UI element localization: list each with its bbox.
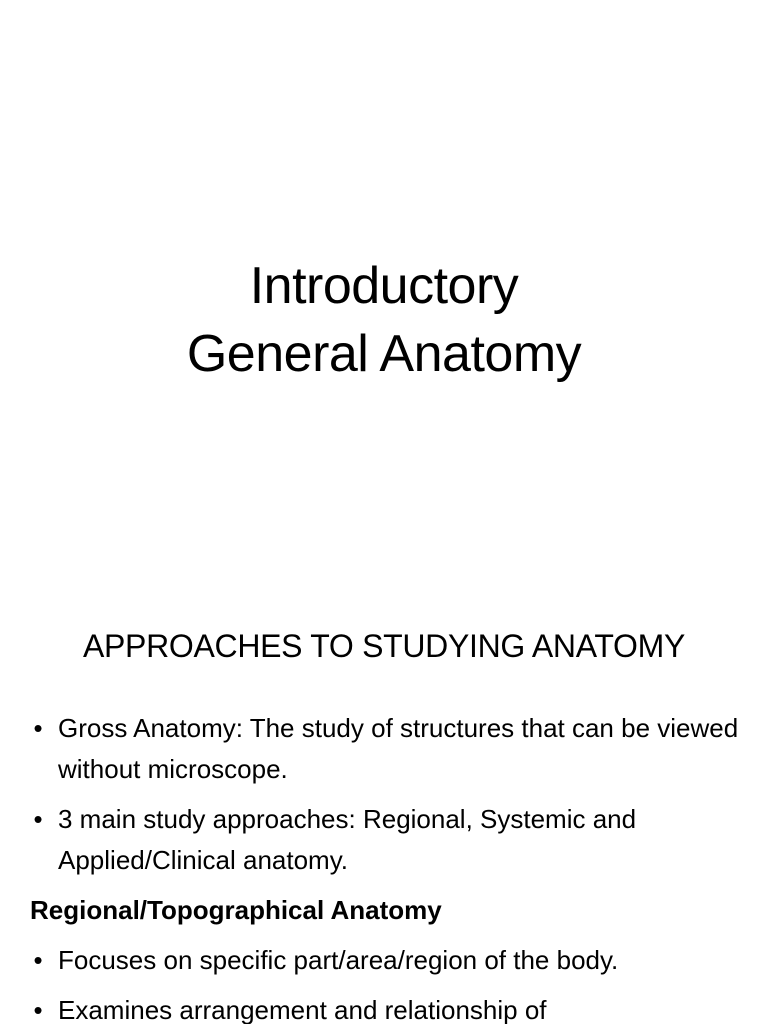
bullet-text: 3 main study approaches: Regional, Systemic and Applied/Clinical anatomy. xyxy=(58,804,637,875)
section-subheading: Regional/Topographical Anatomy xyxy=(30,895,442,925)
slide-title xyxy=(0,252,768,388)
content-slide xyxy=(0,576,768,1024)
bullet-text: Focuses on specific part/area/region of the body. xyxy=(58,945,619,975)
slide-title-line-2: General Anatomy xyxy=(186,325,582,383)
slide-body xyxy=(30,708,750,1024)
bullet-dot-icon: • xyxy=(33,713,43,743)
bullet-dot-icon: • xyxy=(33,945,43,975)
bullet-focuses xyxy=(30,940,750,981)
bullet-gross-anatomy xyxy=(30,708,750,790)
slide-heading: APPROACHES TO STUDYING ANATOMY xyxy=(82,628,686,664)
slide-title-line-1: Introductory xyxy=(249,257,519,315)
bullet-study-approaches xyxy=(30,799,750,881)
bullet-text: Examines arrangement and relationship of xyxy=(58,995,547,1024)
bullet-dot-icon: • xyxy=(33,995,43,1024)
bullet-dot-icon: • xyxy=(33,804,43,834)
bullet-text: Gross Anatomy: The study of structures that can be viewed without microscope. xyxy=(58,713,739,784)
bullet-examines xyxy=(30,990,750,1024)
